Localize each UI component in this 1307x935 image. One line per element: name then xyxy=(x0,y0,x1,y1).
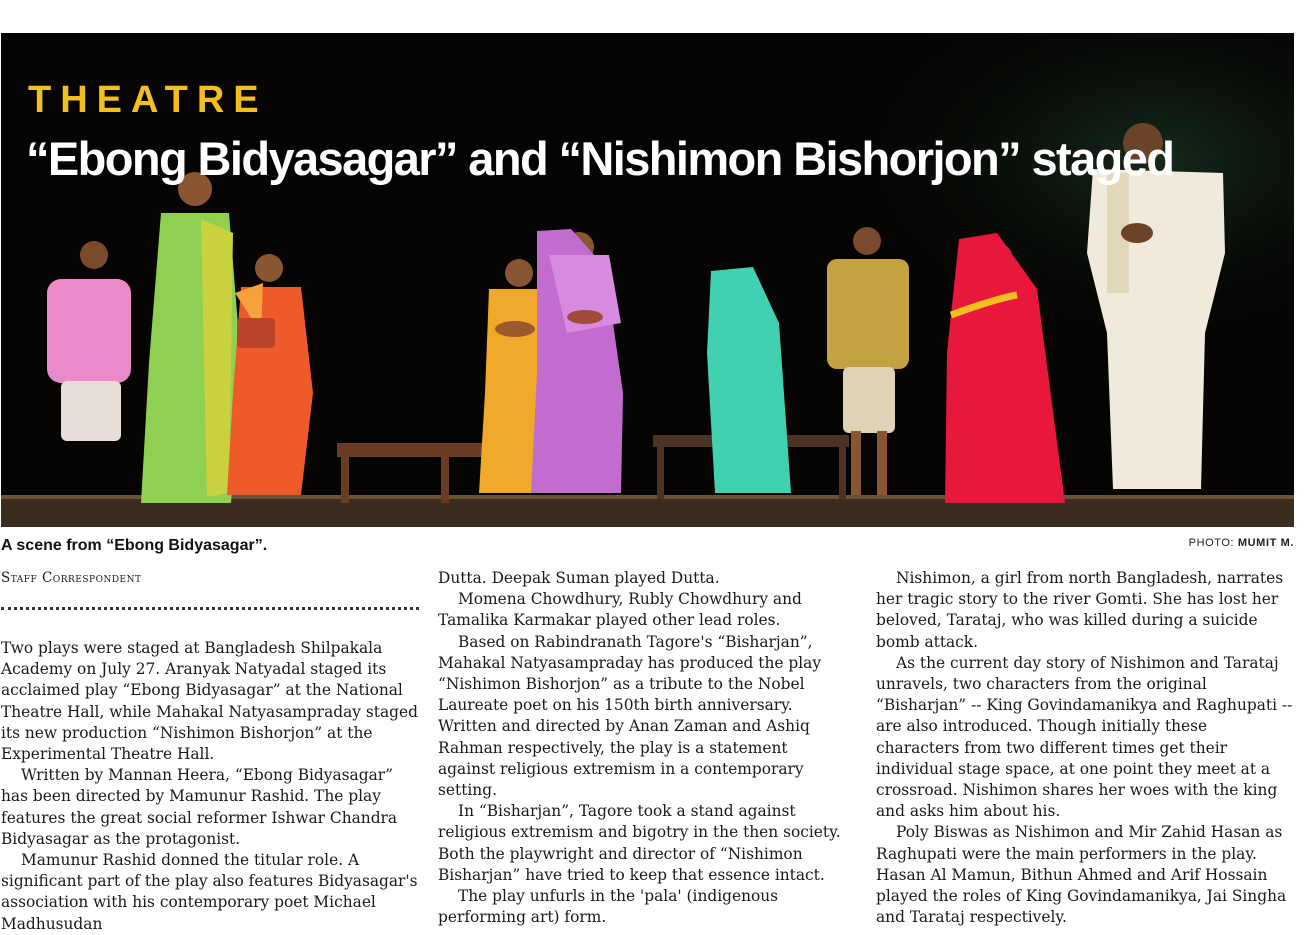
article-column-1 xyxy=(1,568,419,935)
headline: “Ebong Bidyasagar” and “Nishimon Bishorjon” staged xyxy=(26,132,1174,185)
paragraph: In “Bisharjan”, Tagore took a stand against religious extremism and bigotry in the then society. Both the playwright and director of “Nishimon Bisharjan” have tried to keep that essence intact. xyxy=(438,802,841,884)
stage-photo xyxy=(1,33,1294,527)
byline-divider xyxy=(1,593,419,610)
paragraph: As the current day story of Nishimon and Tarataj unravels, two characters from the original “Bisharjan” -- King Govindamanikya and Raghupati -- are also introduced. Though initially these characters from two different times get their individual stage space, at one point they meet at a crossroad. Nishimon shares her woes with the king and asks him about his. xyxy=(876,653,1293,821)
paragraph: Momena Chowdhury, Rubly Chowdhury and Tamalika Karmakar played other lead roles. xyxy=(438,590,802,630)
section-label: THEATRE xyxy=(28,79,268,121)
photo-credit-name: MUMIT M. xyxy=(1237,537,1294,549)
paragraph: The play unfurls in the 'pala' (indigenous performing art) form. xyxy=(438,887,779,927)
article-column-2 xyxy=(438,568,848,928)
paragraph: Two plays were staged at Bangladesh Shilpakala Academy on July 27. Aranyak Natyadal staged its acclaimed play “Ebong Bidyasagar” at the National Theatre Hall, while Mahakal Natyasampraday staged its new production “Nishimon Bishorjon” at the Experimental Theatre Hall. xyxy=(1,639,418,764)
paragraph: Based on Rabindranath Tagore's “Bisharjan”, Mahakal Natyasampraday has produced the play “Nishimon Bishorjon” as a tribute to the Nobel Laureate poet on his 150th birth anniversary. Written and directed by Anan Zaman and Ashiq Rahman respectively, the play is a statement against religious extremism in a contemporary setting. xyxy=(438,632,822,800)
paragraph: Poly Biswas as Nishimon and Mir Zahid Hasan as Raghupati were the main performers in the play. Hasan Al Mamun, Bithun Ahmed and Arif Hossain played the roles of King Govindamanikya, Jai Singha and Tarataj respectively. xyxy=(876,823,1287,927)
paragraph: Written by Mannan Heera, “Ebong Bidyasagar” has been directed by Mamunur Rashid. The play features the great social reformer Ishwar Chandra Bidyasagar as the protagonist. xyxy=(1,766,398,848)
paragraph: Dutta. Deepak Suman played Dutta. xyxy=(438,569,720,587)
photo-credit-label: PHOTO: xyxy=(1188,537,1235,549)
photo-caption: A scene from “Ebong Bidyasagar”. xyxy=(1,537,268,554)
article-column-3 xyxy=(876,568,1294,928)
photo-credit xyxy=(1189,537,1294,549)
paragraph: Nishimon, a girl from north Bangladesh, narrates her tragic story to the river Gomti. She has lost her beloved, Tarataj, who was killed during a suicide bomb attack. xyxy=(876,569,1284,651)
byline: Staff Correspondent xyxy=(1,570,142,586)
paragraph: Mamunur Rashid donned the titular role. A significant part of the play also features Bidyasagar's association with his contemporary poet Michael Madhusudan xyxy=(1,851,418,933)
